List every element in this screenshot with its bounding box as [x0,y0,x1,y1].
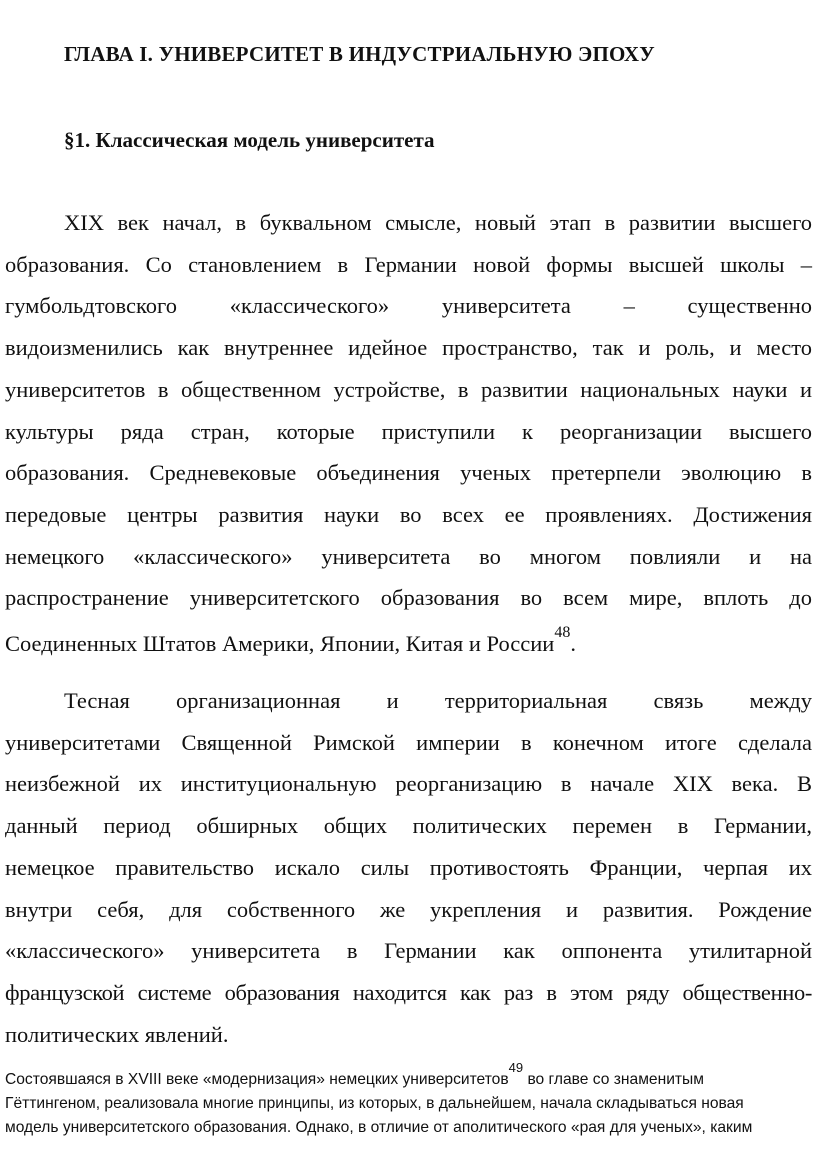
paragraph-line: образования. Со становлением в Германии новой формы высшей школы – [5,251,812,277]
paragraph-line: внутри себя, для собственного же укрепления и развития. Рождение [5,896,812,922]
paragraph-last-line [5,623,812,665]
paragraph-line: немецкого «классического» университета во многом повлияли и на [5,543,812,569]
paragraph-line: культуры ряда стран, которые приступили к реорганизации высшего [5,418,812,444]
footnote-text-before: Состоявшаяся в XVIII веке «модернизация» немецких университетов [5,1071,509,1088]
footnote [5,1060,795,1139]
paragraph-line: XIX век начал, в буквальном смысле, новый этап в развитии высшего [64,210,812,235]
paragraph-line: университетами Священной Римской империи в конечном итоге сделала [5,729,812,755]
paragraph-line: немецкое правительство искало силы противостоять Франции, черпая их [5,854,812,880]
paragraph-line: французской системе образования находится как раз в этом ряду общественно- [5,979,812,1005]
paragraph-2 [5,680,812,1055]
paragraph-line: политических явлений. [5,1021,229,1047]
sentence-end: . [570,631,576,657]
paragraph-line: Тесная организационная и территориальная связь между [64,688,812,713]
footnote-text-after: во главе со знаменитым Гёттингеном, реализовала многие принципы, из которых, в дальнейшем, начала складываться новая модель университетского образования. Однако, в отличие от аполитического «рая для ученых», каким [5,1071,753,1136]
paragraph-line: передовые центры развития науки во всех ее проявлениях. Достижения [5,501,812,527]
paragraph-1 [5,202,812,665]
paragraph-line: университетов в общественном устройстве, в развитии национальных науки и [5,376,812,402]
footnote-ref[interactable]: 49 [508,1060,524,1075]
paragraph-line-text: Соединенных Штатов Америки, Японии, Китая и России [5,631,555,657]
paragraph-line: гумбольдтовского «классического» университета – существенно [5,293,812,319]
paragraph-line: неизбежной их институциональную реорганизацию в начале XIX века. В [5,771,812,797]
paragraph-line: данный период обширных общих политических перемен в Германии, [5,813,812,839]
paragraph-line: образования. Средневековые объединения ученых претерпели эволюцию в [5,460,812,486]
footnote-ref[interactable]: 48 [554,624,571,642]
paragraph-line: «классического» университета в Германии как оппонента утилитарной [5,938,812,964]
paragraph-line: видоизменились как внутреннее идейное пространство, так и роль, и место [5,335,812,361]
chapter-title: ГЛАВА I. УНИВЕРСИТЕТ В ИНДУСТРИАЛЬНУЮ ЭПОХУ [64,42,655,66]
section-title: §1. Классическая модель университета [64,128,435,152]
paragraph-line: распространение университетского образования во всем мире, вплоть до [5,585,812,611]
